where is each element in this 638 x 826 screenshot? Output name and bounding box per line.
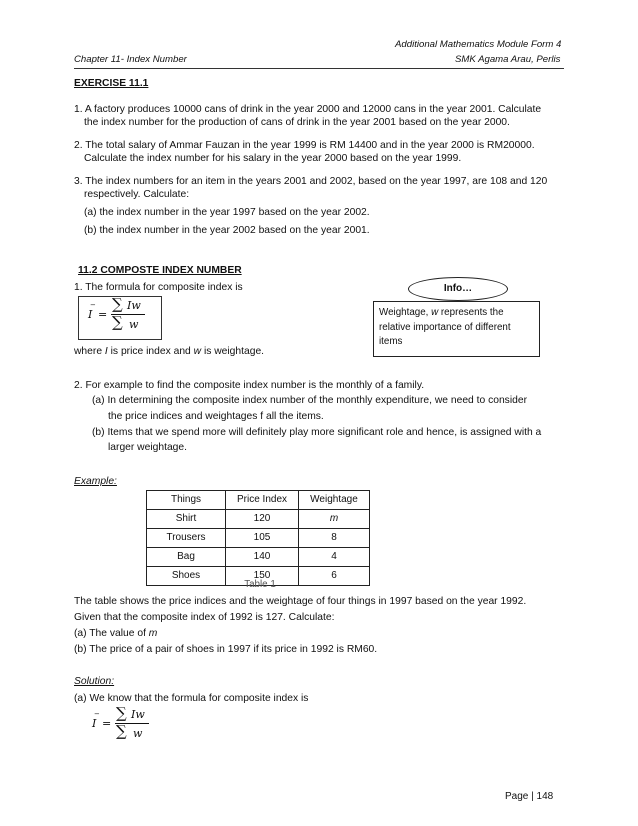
header-chapter: Chapter 11- Index Number [74,54,187,65]
example-part-b: (b) The price of a pair of shoes in 1997 if its price in 1992 is RM60. [74,643,378,655]
section-title: 11.2 COMPOSTE INDEX NUMBER [78,265,242,276]
formula-lhs: I [88,308,93,321]
paragraph-2-b-line1: (b) Items that we spend more will definitely play more significant role and hence, is assigned with a [92,426,542,438]
formula-bar: − [94,710,100,718]
formula-denominator: w [129,318,139,331]
table-cell: Shirt [147,510,226,529]
example-text-line2: Given that the composite index of 1992 is 127. Calculate: [74,611,335,623]
formula-bar: − [90,301,96,309]
question-2-line2: Calculate the index number for his salary in the year 2000 based on the year 1999. [84,152,462,164]
info-text-2: represents the relative importance of different items [379,307,511,348]
formula-sigma-bottom: ∑ [116,722,127,740]
where-suffix: is weightage. [201,346,265,357]
formula-lhs: I [92,717,97,730]
info-box [373,301,540,357]
example-label: Example: [74,476,117,487]
table-cell: 140 [226,548,299,567]
question-1-line2: the index number for the production of cans of drink in the year 2001 based on the year 2000. [84,116,510,128]
paragraph-2-a-line1: (a) In determining the composite index number of the monthly expenditure, we need to consider [92,394,528,406]
table-header: Price Index [226,491,299,510]
question-3-part-b: (b) the index number in the year 2002 based on the year 2001. [84,224,370,236]
formula-denominator: w [133,727,143,740]
solution-part-a: (a) We know that the formula for composite index is [74,693,309,704]
info-text-1: Weightage, [379,307,432,318]
where-I: I [104,346,108,357]
paragraph-2 [74,380,569,455]
formula-equals: = [102,717,112,730]
table-cell: 6 [299,567,370,586]
composite-index-formula [84,295,164,338]
header-module-title: Additional Mathematics Module Form 4 [395,39,562,50]
table-header-row [147,491,370,510]
table-cell: Shoes [147,567,226,586]
where-prefix: where [74,346,105,357]
example-text-line1: The table shows the price indices and the weightage of four things in 1997 based on the year 1992. [74,596,527,607]
table-cell: m [299,510,370,529]
example-text [74,596,569,656]
example-part-a-m: m [148,627,158,639]
question-2-line1: 2. The total salary of Ammar Fauzan in the year 1999 is RM 14400 and in the year 2000 is RM20000. [74,140,535,151]
page-number: Page | 148 [505,791,554,802]
table-row [147,510,370,529]
table-row [147,548,370,567]
table-cell: 4 [299,548,370,567]
formula-sigma-bottom: ∑ [112,313,123,331]
header-divider [74,68,564,69]
where-w: w [193,346,202,357]
question-3-line1: 3. The index numbers for an item in the years 2001 and 2002, based on the year 1997, are 108 and 120 [74,176,548,187]
paragraph-2-line1: 2. For example to find the composite index number is the monthly of a family. [74,380,425,391]
formula-sigma-top: ∑ [116,704,127,722]
question-1-line1: 1. A factory produces 10000 cans of drink in the year 2000 and 12000 cans in the year 2001. Calculate [74,104,542,115]
info-badge: Info… [408,277,508,301]
paragraph-2-b-line2: larger weightage. [108,442,187,454]
paragraph-2-a-line2: the price indices and weightages f all the items. [108,410,324,422]
price-index-table [146,490,370,586]
table-caption: Table 1 [244,579,276,590]
formula-intro: 1. The formula for composite index is [74,282,243,293]
table-cell: Bag [147,548,226,567]
question-3-part-a: (a) the index number in the year 1997 based on the year 2002. [84,206,370,218]
table-row [147,529,370,548]
formula-sigma-top: ∑ [112,295,123,313]
solution-label: Solution: [74,676,115,687]
table-cell: 105 [226,529,299,548]
where-mid: is price index and [107,346,194,357]
question-2 [74,140,569,166]
formula-numerator: Iw [131,708,145,721]
solution-formula [88,704,168,747]
table-header: Weightage [299,491,370,510]
formula-numerator: Iw [127,299,141,312]
formula-equals: = [98,308,108,321]
table-cell: 120 [226,510,299,529]
question-3-line2: respectively. Calculate: [84,188,190,200]
table-header: Things [147,491,226,510]
question-1 [74,104,569,130]
table-cell: Trousers [147,529,226,548]
table-cell: 8 [299,529,370,548]
example-part-a [74,628,569,641]
header-school: SMK Agama Arau, Perlis [455,54,561,65]
info-w: w [431,307,439,318]
table-cell: 150 [226,567,299,586]
question-3 [74,176,569,237]
example-part-a-text: (a) The value of [74,627,149,639]
exercise-title: EXERCISE 11.1 [74,78,149,89]
